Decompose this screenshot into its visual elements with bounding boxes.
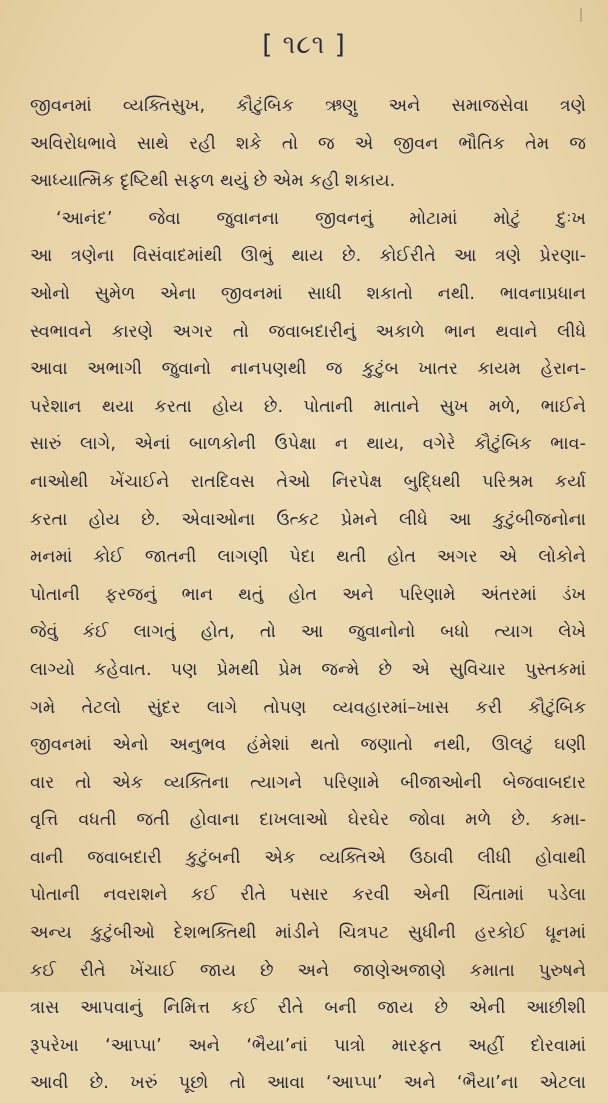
text-line: સારું લાગે, એનાં બાળકોની ઉપેક્ષા ન થાય, વગેરે કૌટુંબિક ભાવ- [30,434,586,455]
text-line: વાની જવાબદારી કુટુંબની એક વ્યક્તિએ ઉઠાવી લીધી હોવાથી [30,847,586,868]
text-line: પરેશાન થયા કરતા હોય છે. પોતાની માતાને સુખ મળે, ભાઈને [30,396,586,417]
text-line: અવિરોધભાવે સાથે રહી શકે તો જ એ જીવન ભૌતિક તેમ જ [30,133,586,154]
text-line: આવી છે. ખરું પૂછો તો આવા ‘આપ્પા’ અને ‘ભૈયા’ના એટલા [30,1073,586,1094]
text-line: ત્રાસ આપવાનું નિમિત્ત કઈ રીતે બની જાય છે એની આછીશી [30,998,586,1019]
text-line: આવા અભાગી જુવાનો નાનપણથી જ કુટુંબ ખાતર કાયમ હેરાન- [30,359,586,380]
text-line: પોતાની નવરાશને કઈ રીતે પસાર કરવી એની ચિંતામાં પડેલા [30,885,586,906]
text-line: વૃત્તિ વધતી જતી હોવાના દાખલાઓ ઘેરઘેર જોવા મળે છે. કમા- [30,810,586,831]
text-line: રૂપરેખા ‘આપ્પા’ અને ‘ભૈયા’નાં પાત્રો મારફત અહીં દોરવામાં [30,1035,586,1056]
text-line: સ્વભાવને કારણે અગર તો જવાબદારીનું અકાળે ભાન થવાને લીધે [30,321,586,342]
text-line: જીવનમાં વ્યક્તિસુખ, કૌટુંબિક ઋણુ અને સમાજસેવા ત્રણે [30,96,586,116]
text-line: જીવનમાં એનો અનુભવ હંમેશાં થતો જણાતો નથી, ઊલટું ઘણી [30,735,586,756]
text-line: કઈ રીતે ખેંચાઈ જાય છે અને જાણેઅજાણે કમાતા પુરુષને [30,960,586,981]
body-text [30,88,586,1103]
page-number: [ ૧૮૧ ] [262,30,346,60]
text-line: આ ત્રણેના વિસંવાદમાંથી ઊભું થાય છે. કોઈરીતે આ ત્રણે પ્રેરણા- [30,246,586,267]
text-line: જેવું કંઈ લાગતું હોત, તો આ જુવાનોનો બધો ત્યાગ લેખે [30,622,586,643]
text-line: ગમે તેટલો સુંદર લાગે તોપણ વ્યવહારમાં–ખાસ કરી કૌટુંબિક [30,697,586,718]
text-line: લાગ્યો કહેવાત. પણ પ્રેમથી પ્રેમ જન્મે છે એ સુવિચાર પુસ્તકમાં [30,659,586,680]
text-line: પોતાની ફરજનું ભાન થતું હોત અને પરિણામે અંતરમાં ડંખ [30,584,586,605]
text-line: આધ્યાત્મિક દૃષ્ટિથી સફળ થયું છે એમ કહી શકાય. [30,171,396,192]
text-line: અન્ય કુટુંબીઓ દેશભક્તિથી માંડીને ચિત્રપટ સુધીની હરકોઈ ધૂનમાં [30,923,586,944]
text-line: મનમાં કોઈ જાતની લાગણી પેદા થતી હોત અગર એ લોકોને [30,547,586,568]
text-line: નાઓથી ખેંચાઈને રાતદિવસ તેઓ નિરપેક્ષ બુદ્ધિથી પરિશ્રમ કર્યા [30,471,586,492]
paragraph [30,201,586,1103]
page-stain-mark [580,8,582,22]
text-line: વાર તો એક વ્યક્તિના ત્યાગને પરિણામે બીજાઓની બેજવાબદાર [30,772,586,793]
text-line: ઓનો સુમેળ એના જીવનમાં સાધી શકાતો નથી. ભાવનાપ્રધાન [30,283,586,304]
paragraph [30,88,586,201]
text-line: કરતા હોય છે. એવાઓના ઉત્કટ પ્રેમને લીધે આ કુટુંબીજનોના [30,509,586,530]
text-line: ‘આનંદ’ જેવા જુવાનના જીવનનું મોટામાં મોટું દુઃખ [56,208,586,229]
